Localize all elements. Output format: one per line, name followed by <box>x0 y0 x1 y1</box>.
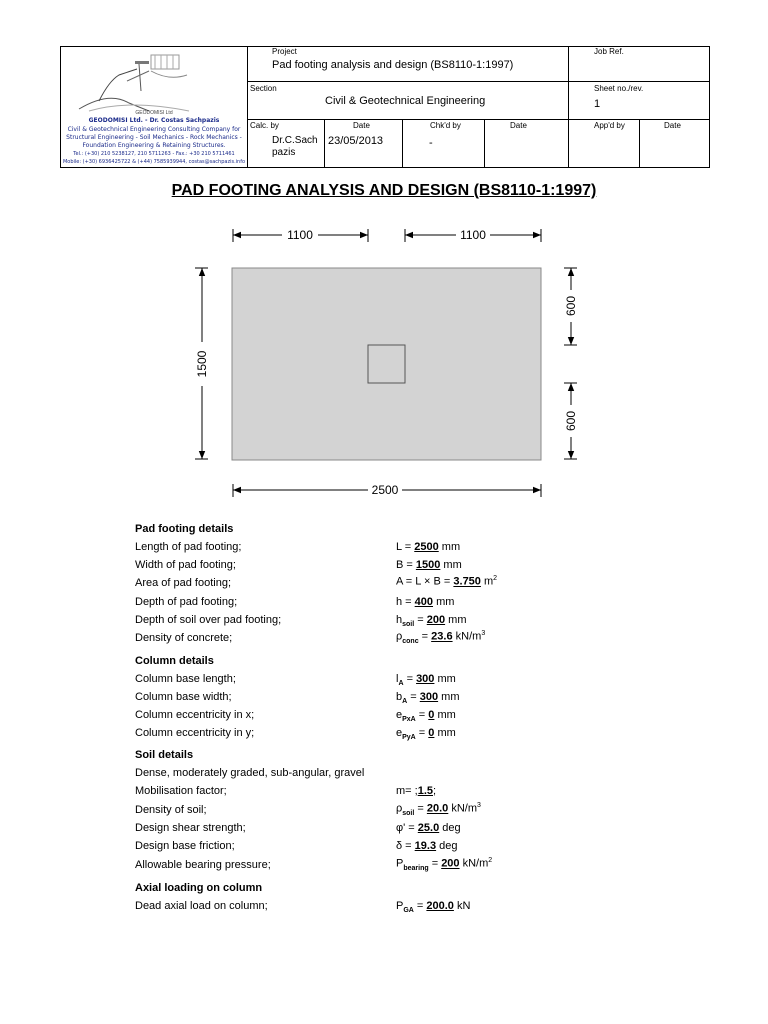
row-value: $h_{soil} = 200$ mm <box>396 614 467 629</box>
column-rect <box>368 345 405 383</box>
row-value: h = 400 mm <box>396 596 455 608</box>
date3-label: Date <box>664 121 681 130</box>
row-value: $P_{GA} = 200.0$ kN <box>396 900 471 915</box>
soil-description: Dense, moderately graded, sub-angular, gravel <box>135 767 365 779</box>
sheet-label: Sheet no./rev. <box>594 84 644 93</box>
section-heading: Axial loading on column <box>135 882 263 894</box>
dim-label-left: 1500 <box>195 350 209 378</box>
row-label: Allowable bearing pressure; <box>135 859 271 871</box>
project-label: Project <box>272 47 297 56</box>
project-value: Pad footing analysis and design (BS8110-1:1997) <box>272 59 514 71</box>
chkd-value: - <box>429 137 433 149</box>
date-label: Date <box>353 121 370 130</box>
dim-label-bottom: 2500 <box>371 483 399 497</box>
row-value: m= ;1.5; <box>396 785 437 797</box>
row-value: L = 2500 mm <box>396 541 461 553</box>
row-label: Depth of soil over pad footing; <box>135 614 282 626</box>
date2-label: Date <box>510 121 527 130</box>
row-value: $l_A = 300$ mm <box>396 673 456 688</box>
row-value: B = 1500 mm <box>396 559 462 571</box>
calc-by-label: Calc. by <box>250 121 279 130</box>
row-label: Area of pad footing; <box>135 577 232 589</box>
logo-line: Structural Engineering - Soil Mechanics - Rock Mechanics - <box>66 134 242 141</box>
row-value: δ = 19.3 deg <box>396 840 458 852</box>
row-label: Length of pad footing; <box>135 541 242 553</box>
chkd-label: Chk'd by <box>430 121 461 130</box>
logo-line: Foundation Engineering & Retaining Structures. <box>82 142 226 149</box>
row-label: Dead axial load on column; <box>135 900 268 912</box>
section-heading: Column details <box>135 655 214 667</box>
logo-contact: Tel.: (+30) 210 5238127, 210 5711263 - Fax.: +30 210 5711461 <box>73 151 235 157</box>
appd-label: App'd by <box>594 121 625 130</box>
sheet-value: 1 <box>594 98 601 110</box>
row-label: Column eccentricity in x; <box>135 709 255 721</box>
calc-by-value: Dr.C.Sach <box>272 135 318 146</box>
logo-contact: Mobile: (+30) 6936425722 & (+44) 7585939944, costas@sachpazis.info <box>62 159 246 165</box>
logo-company-name: GEODOMISI Ltd. - Dr. Costas Sachpazis <box>88 117 220 124</box>
calc-by-value: pazis <box>272 147 296 158</box>
date-value: 23/05/2013 <box>328 135 384 147</box>
row-label: Width of pad footing; <box>135 559 236 571</box>
logo-caption: GEODOMISI Ltd <box>135 110 173 116</box>
page-title: PAD FOOTING ANALYSIS AND DESIGN (BS8110-1:1997) <box>171 182 597 199</box>
row-value: $b_A = 300$ mm <box>396 691 460 706</box>
section-heading: Pad footing details <box>135 523 234 535</box>
row-label: Column base length; <box>135 673 236 685</box>
section-label: Section <box>250 84 277 93</box>
row-value: $\rho_{soil} = 20.0$ $kN/m^3$ <box>396 802 481 817</box>
row-label: Mobilisation factor; <box>135 785 227 797</box>
row-label: Density of soil; <box>135 804 207 816</box>
row-label: Design base friction; <box>135 840 235 852</box>
dim-label-right-upper: 600 <box>564 295 578 317</box>
row-label: Design shear strength; <box>135 822 246 834</box>
row-label: Density of concrete; <box>135 632 233 644</box>
row-label: Column eccentricity in y; <box>135 727 255 739</box>
row-label: Depth of pad footing; <box>135 596 238 608</box>
section-heading: Soil details <box>135 749 194 761</box>
row-value: φ' = 25.0 deg <box>396 822 461 834</box>
dim-label-top-right: 1100 <box>460 228 486 242</box>
row-value: A = L × B = 3.750 $m^2$ <box>396 575 498 588</box>
row-value: $e_{PyA} = 0$ mm <box>396 727 456 742</box>
row-value: $\rho_{conc} = 23.6$ $kN/m^3$ <box>396 630 486 645</box>
row-label: Column base width; <box>135 691 232 703</box>
logo-line: Civil & Geotechnical Engineering Consulting Company for <box>67 126 241 133</box>
section-value: Civil & Geotechnical Engineering <box>325 95 486 107</box>
job-ref-label: Job Ref. <box>594 47 624 56</box>
dim-label-right-lower: 600 <box>564 410 578 432</box>
row-value: $e_{PxA} = 0$ mm <box>396 709 456 724</box>
row-value: $P_{bearing} = 200$ $kN/m^2$ <box>396 857 493 872</box>
dim-label-top-left: 1100 <box>287 228 313 242</box>
